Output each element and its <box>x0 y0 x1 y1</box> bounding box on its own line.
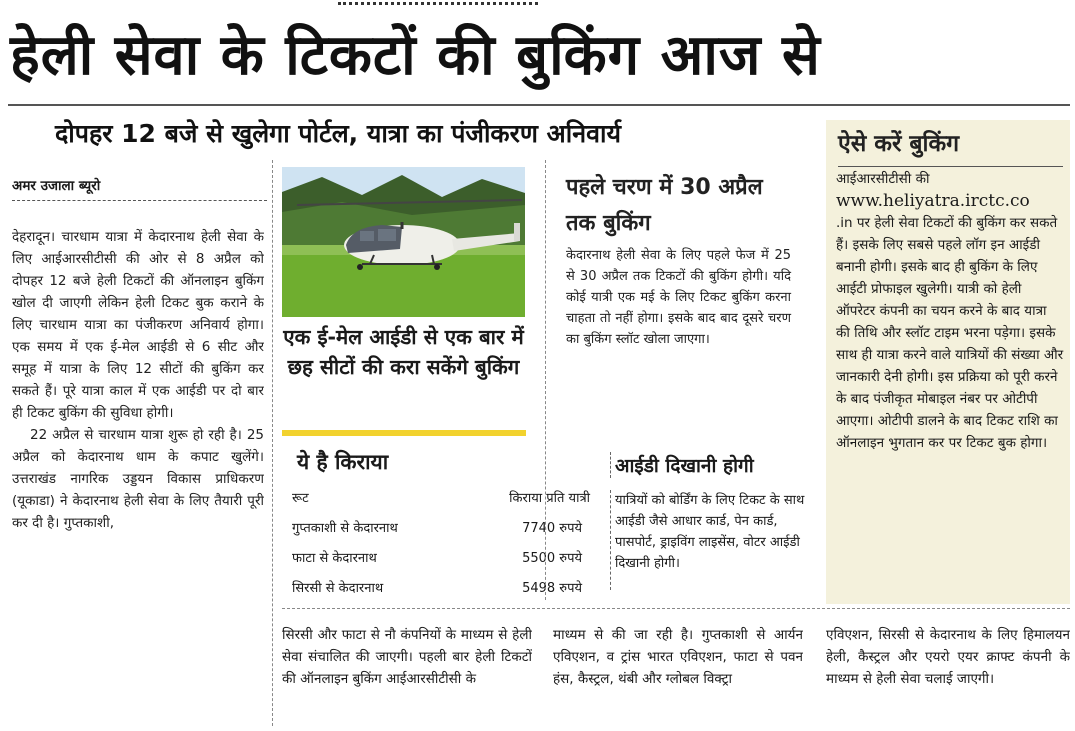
subheadline: दोपहर 12 बजे से खुलेगा पोर्टल, यात्रा का पंजीकरण अनिवार्य <box>55 119 621 148</box>
fare-value: 7740 रुपये <box>522 521 582 536</box>
sidebar-body <box>836 168 1064 454</box>
headline: हेली सेवा के टिकटों की बुकिंग आज से <box>10 23 821 88</box>
bottom-column-2: सिरसी और फाटा से नौ कंपनियों के माध्यम से हेली सेवा संचालित की जाएगी। पहली बार हेली टिकटों की ऑनलाइन बुकिंग आईआरसीटीसी के <box>282 627 532 687</box>
bottom-divider <box>282 608 1070 609</box>
id-box-title: आईडी दिखानी होगी <box>610 452 810 478</box>
column-divider <box>272 160 273 726</box>
column-1-para-2: 22 अप्रैल से चारधाम यात्रा शुरू हो रही है। 25 अप्रैल को केदारनाथ धाम के कपाट खुलेंगे। उत्तराखंड नागरिक उड्डयन विकास प्राधिकरण (यूकाडा) ने केदारनाथ हेली सेवा के लिए तैयारी पूरी कर दी है। गुप्तकाशी, <box>12 427 264 531</box>
sidebar-text: .in पर हेली सेवा टिकटों की बुकिंग कर सकते हैं। इसके लिए सबसे पहले लॉग इन आईडी बनानी होगी। इसके बाद ही बुकिंग के लिए आईटी प्रोफाइल खुलेगी। यात्री को हेली ऑपरेटर कंपनी का चयन करने के बाद यात्रा की तिथि और स्लॉट टाइम भरना पड़ेगा। इसके साथ ही यात्रा करने वाले यात्रियों की संख्या और जानकारी देनी होगी। इस प्रक्रिया को पूरी करने के बाद पंजीकृत मोबाइल नंबर पर ओटीपी आएगा। ओटीपी डालने के बाद टिकट राशि का ऑनलाइन भुगतान कर पर टिकट बुक होगा। <box>836 215 1064 451</box>
id-box-body: यात्रियों को बोर्डिंग के लिए टिकट के साथ आईडी जैसे आधार कार्ड, पेन कार्ड, पासपोर्ट, ड्राइविंग लाइसेंस, वोटर आईडी दिखानी होगी। <box>610 490 810 590</box>
helicopter-photo <box>282 167 525 317</box>
fare-route: फाटा से केदारनाथ <box>292 551 377 566</box>
phase-body: केदारनाथ हेली सेवा के लिए पहले फेज में 25 से 30 अप्रैल तक टिकटों की बुकिंग होगी। यदि कोई यात्री एक मई के लिए टिकट बुकिंग करना चाहता तो नहीं होगा। इसके बाद बाद दूसरे चरण का बुकिंग स्लॉट खोला जाएगा। <box>566 248 791 347</box>
bottom-column-4: एविएशन, सिरसी से केदारनाथ के लिए हिमालयन हेली, कैस्ट्रल और एयरो एयर क्राफ्ट कंपनी के माध्यम से हेली सेवा चलाई जाएगी। <box>826 627 1070 687</box>
column-divider <box>545 160 546 600</box>
highlight-bar <box>282 430 526 436</box>
sidebar-title: ऐसे करें बुकिंग <box>838 126 1063 167</box>
fare-value: 5498 रुपये <box>522 581 582 596</box>
fare-value: 5500 रुपये <box>522 551 582 566</box>
sidebar-url: www.heliyatra.irctc.co <box>836 191 1030 211</box>
fare-table-title: ये है किराया <box>297 450 389 474</box>
pull-quote: एक ई-मेल आईडी से एक बार में छह सीटों की करा सकेंगे बुकिंग <box>283 325 524 379</box>
top-dotted-rule <box>338 2 538 5</box>
sidebar-intro: आईआरसीटीसी की <box>836 171 930 187</box>
byline: अमर उजाला ब्यूरो <box>12 176 267 201</box>
column-1-para-1: देहरादून। चारधाम यात्रा में केदारनाथ हेली सेवा के लिए आईआरसीटीसी की ओर से 8 अप्रैल को दोपहर 12 बजे हेली टिकटों की ऑनलाइन बुकिंग खोल दी जाएगी लेकिन हेली टिकट बुक कराने के लिए चारधाम यात्रा का पंजीकरण अनिवार्य होगा। एक समय में एक ई-मेल आईडी से 6 सीट और समूह में यात्रा के लिए 12 सीटों की बुकिंग कर सकते हैं। पूरे यात्रा काल में एक आईडी पर दो बार ही टिकट बुकिंग की सुविधा होगी। <box>12 229 264 421</box>
fare-header-fare: किराया प्रति यात्री <box>509 491 590 506</box>
phase-title: पहले चरण में 30 अप्रैल तक बुकिंग <box>566 175 763 236</box>
column-1 <box>12 226 264 726</box>
headline-divider <box>8 104 1070 106</box>
bottom-column-3: माध्यम से की जा रही है। गुप्तकाशी से आर्यन एविएशन, व ट्रांस भारत एविएशन, फाटा से पवन हंस, कैस्ट्रल, थंबी और ग्लोबल विक्ट्रा <box>553 627 803 687</box>
fare-header-route: रूट <box>292 491 309 506</box>
fare-route: सिरसी से केदारनाथ <box>292 581 384 596</box>
fare-route: गुप्तकाशी से केदारनाथ <box>292 521 398 536</box>
